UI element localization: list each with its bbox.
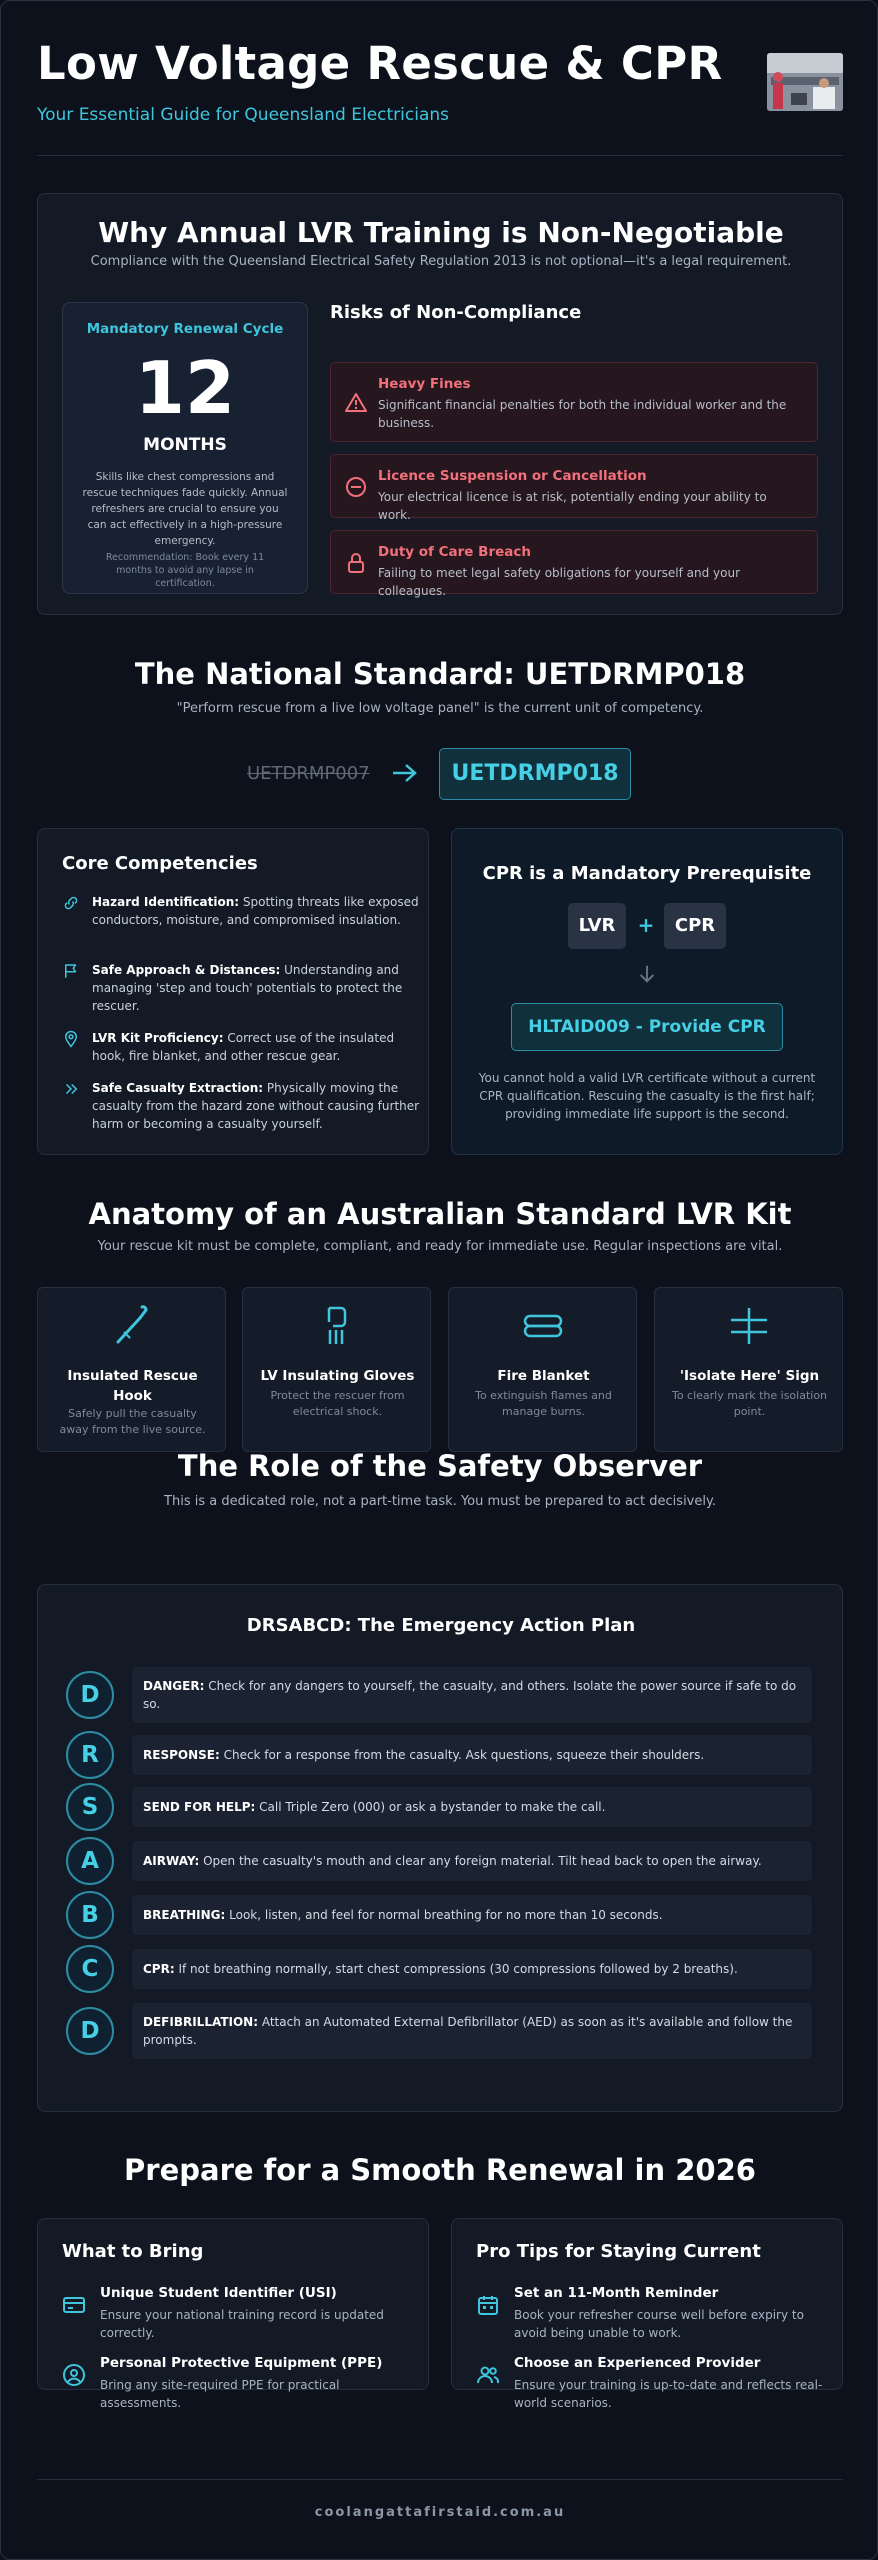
cpr-unit-code: HLTAID009 - Provide CPR <box>511 1003 783 1051</box>
renewal-label: Mandatory Renewal Cycle <box>86 321 284 337</box>
glove-icon <box>315 1304 359 1348</box>
step-letter: S <box>66 1783 114 1831</box>
pro-tips-card <box>451 2218 843 2410</box>
step-desc: Call Triple Zero (000) or ask a bystander to make the call. <box>255 1800 606 1814</box>
why-subtitle: Compliance with the Queensland Electrical Safety Regulation 2013 is not optional—it's a legal requirement. <box>90 254 792 269</box>
standard-subtitle: "Perform rescue from a live low voltage panel" is the current unit of competency. <box>176 701 704 716</box>
lock-icon <box>344 551 368 575</box>
tip-item-title: Choose an Experienced Provider <box>514 2355 761 2371</box>
core-competencies-card <box>37 828 429 1155</box>
link-icon <box>62 894 80 912</box>
competency-title: Hazard Identification: <box>92 895 240 909</box>
risk-desc: Your electrical licence is at risk, potentially ending your ability to work. <box>378 490 767 522</box>
step-desc: Check for a response from the casualty. Ask questions, squeeze their shoulders. <box>219 1748 705 1762</box>
kit-item-title: Insulated Rescue Hook <box>67 1368 198 1404</box>
isolate-sign-icon <box>727 1304 771 1348</box>
users-icon <box>476 2363 500 2387</box>
plus-sign: + <box>637 913 655 937</box>
step-letter: D <box>66 2007 114 2055</box>
competency-desc: Correct use of the insulated hook, fire blanket, and other rescue gear. <box>92 1031 395 1063</box>
step-desc: If not breathing normally, start chest compressions (30 compressions followed by 2 breaths). <box>174 1962 738 1976</box>
drsabcd-card <box>37 1584 843 2112</box>
competencies-title: Core Competencies <box>62 853 258 874</box>
risk-title: Heavy Fines <box>378 376 471 392</box>
kit-item <box>654 1287 843 1452</box>
step-title: DANGER: <box>143 1679 205 1693</box>
old-unit-code: UETDRMP007 <box>247 763 370 784</box>
cpr-chip: CPR <box>664 903 726 949</box>
tip-item-desc: Ensure your training is up-to-date and reflects real-world scenarios. <box>514 2378 823 2410</box>
risk-item <box>330 454 818 522</box>
competency-desc: Understanding and managing 'step and touch' potentials to protect the rescuer. <box>92 963 403 1013</box>
header-photo <box>767 53 843 111</box>
step-title: DEFIBRILLATION: <box>143 2015 259 2029</box>
observer-title: The Role of the Safety Observer <box>177 1449 703 1483</box>
cpr-title: CPR is a Mandatory Prerequisite <box>482 863 812 884</box>
bring-item-desc: Bring any site-required PPE for practical assessments. <box>100 2378 340 2410</box>
competency-title: Safe Approach & Distances: <box>92 963 281 977</box>
step-desc: Attach an Automated External Defibrillator (AED) as soon as it's available and follow the prompts. <box>143 2015 793 2047</box>
step-desc: Open the casualty's mouth and clear any foreign material. Tilt head back to open the airway. <box>199 1854 762 1868</box>
risk-desc: Failing to meet legal safety obligations for yourself and your colleagues. <box>378 566 741 598</box>
kit-item-desc: Safely pull the casualty away from the live source. <box>59 1407 206 1436</box>
new-unit-code: UETDRMP018 <box>439 748 631 800</box>
fire-blanket-icon <box>521 1304 565 1348</box>
renewal-desc: Skills like chest compressions and rescue techniques fade quickly. Annual refreshers are crucial to ensure you can act effectively in a high-pressure emergency. <box>82 471 288 547</box>
location-pin-icon <box>62 1030 80 1048</box>
kit-item-title: LV Insulating Gloves <box>260 1368 415 1384</box>
footer-site-link[interactable]: coolangattafirstaid.com.au <box>314 2505 566 2520</box>
step-letter: R <box>66 1731 114 1779</box>
kit-subtitle: Your rescue kit must be complete, compliant, and ready for immediate use. Regular inspections are vital. <box>97 1239 783 1254</box>
renewal-cycle-card <box>62 302 308 594</box>
kit-item-title: 'Isolate Here' Sign <box>679 1368 820 1384</box>
kit-item-desc: To extinguish flames and manage burns. <box>475 1389 612 1418</box>
kit-item-desc: To clearly mark the isolation point. <box>671 1389 828 1418</box>
arrow-down-icon <box>636 963 658 985</box>
what-to-bring-card <box>37 2218 429 2410</box>
risk-title: Licence Suspension or Cancellation <box>378 468 647 484</box>
standard-title: The National Standard: UETDRMP018 <box>134 657 746 691</box>
arrow-right-icon <box>391 761 419 785</box>
observer-subtitle: This is a dedicated role, not a part-time task. You must be prepared to act decisively. <box>164 1494 716 1509</box>
risks-title: Risks of Non-Compliance <box>330 302 582 323</box>
step-title: SEND FOR HELP: <box>143 1800 256 1814</box>
page-subtitle: Your Essential Guide for Queensland Electricians <box>37 105 450 125</box>
step-letter: C <box>66 1945 114 1993</box>
why-title: Why Annual LVR Training is Non-Negotiable <box>98 216 784 249</box>
drsabcd-title: DRSABCD: The Emergency Action Plan <box>246 1615 636 1636</box>
kit-item <box>448 1287 637 1452</box>
cpr-prerequisite-card <box>451 828 843 1155</box>
competency-title: LVR Kit Proficiency: <box>92 1031 224 1045</box>
step-title: AIRWAY: <box>143 1854 200 1868</box>
divider <box>37 155 843 156</box>
id-card-icon <box>62 2293 86 2317</box>
warning-icon <box>344 391 368 415</box>
renewal-unit: MONTHS <box>143 435 227 455</box>
competency-desc: Physically moving the casualty from the hazard zone without causing further harm or becoming a casualty yourself. <box>92 1081 420 1131</box>
risk-desc: Significant financial penalties for both the individual worker and the business. <box>378 398 787 430</box>
step-letter: A <box>66 1837 114 1885</box>
bring-item-title: Unique Student Identifier (USI) <box>100 2285 337 2301</box>
kit-item-title: Fire Blanket <box>497 1368 590 1384</box>
calendar-icon <box>476 2293 500 2317</box>
tips-title: Pro Tips for Staying Current <box>476 2241 761 2262</box>
tip-item-desc: Book your refresher course well before expiry to avoid being unable to work. <box>514 2308 804 2340</box>
step-desc: Look, listen, and feel for normal breathing for no more than 10 seconds. <box>225 1908 663 1922</box>
footer-divider <box>37 2479 843 2480</box>
renewal-number: 12 <box>134 346 236 430</box>
kit-title: Anatomy of an Australian Standard LVR Kit <box>88 1197 792 1231</box>
bring-item-desc: Ensure your national training record is updated correctly. <box>100 2308 384 2340</box>
step-letter: B <box>66 1891 114 1939</box>
kit-item-desc: Protect the rescuer from electrical shock. <box>270 1389 405 1418</box>
cpr-desc: You cannot hold a valid LVR certificate without a current CPR qualification. Rescuing the casualty is the first half; providing immediate life support is the second. <box>478 1071 816 1121</box>
bring-title: What to Bring <box>62 2241 204 2262</box>
bring-item-title: Personal Protective Equipment (PPE) <box>100 2355 383 2371</box>
step-letter: D <box>66 1671 114 1719</box>
tip-item-title: Set an 11-Month Reminder <box>514 2285 719 2301</box>
kit-item <box>242 1287 431 1452</box>
step-desc: Check for any dangers to yourself, the casualty, and others. Isolate the power source if safe to do so. <box>143 1679 797 1711</box>
lvr-chip: LVR <box>568 903 626 949</box>
renewal-title: Prepare for a Smooth Renewal in 2026 <box>124 2153 756 2187</box>
page-title: Low Voltage Rescue & CPR <box>37 37 723 90</box>
competency-desc: Spotting threats like exposed conductors, moisture, and compromised insulation. <box>92 895 419 927</box>
step-title: RESPONSE: <box>143 1748 220 1762</box>
step-title: BREATHING: <box>143 1908 226 1922</box>
risk-item <box>330 530 818 598</box>
competency-title: Safe Casualty Extraction: <box>92 1081 264 1095</box>
risk-item <box>330 362 818 442</box>
risk-title: Duty of Care Breach <box>378 544 531 560</box>
rescue-hook-icon <box>110 1304 154 1348</box>
no-entry-icon <box>344 475 368 499</box>
why-section <box>37 193 843 615</box>
step-title: CPR: <box>143 1962 175 1976</box>
renewal-recommendation: Recommendation: Book every 11 months to avoid any lapse in certification. <box>105 552 265 589</box>
user-circle-icon <box>62 2363 86 2387</box>
kit-item <box>37 1287 226 1452</box>
double-chevron-right-icon <box>62 1080 80 1098</box>
flag-icon <box>62 962 80 980</box>
